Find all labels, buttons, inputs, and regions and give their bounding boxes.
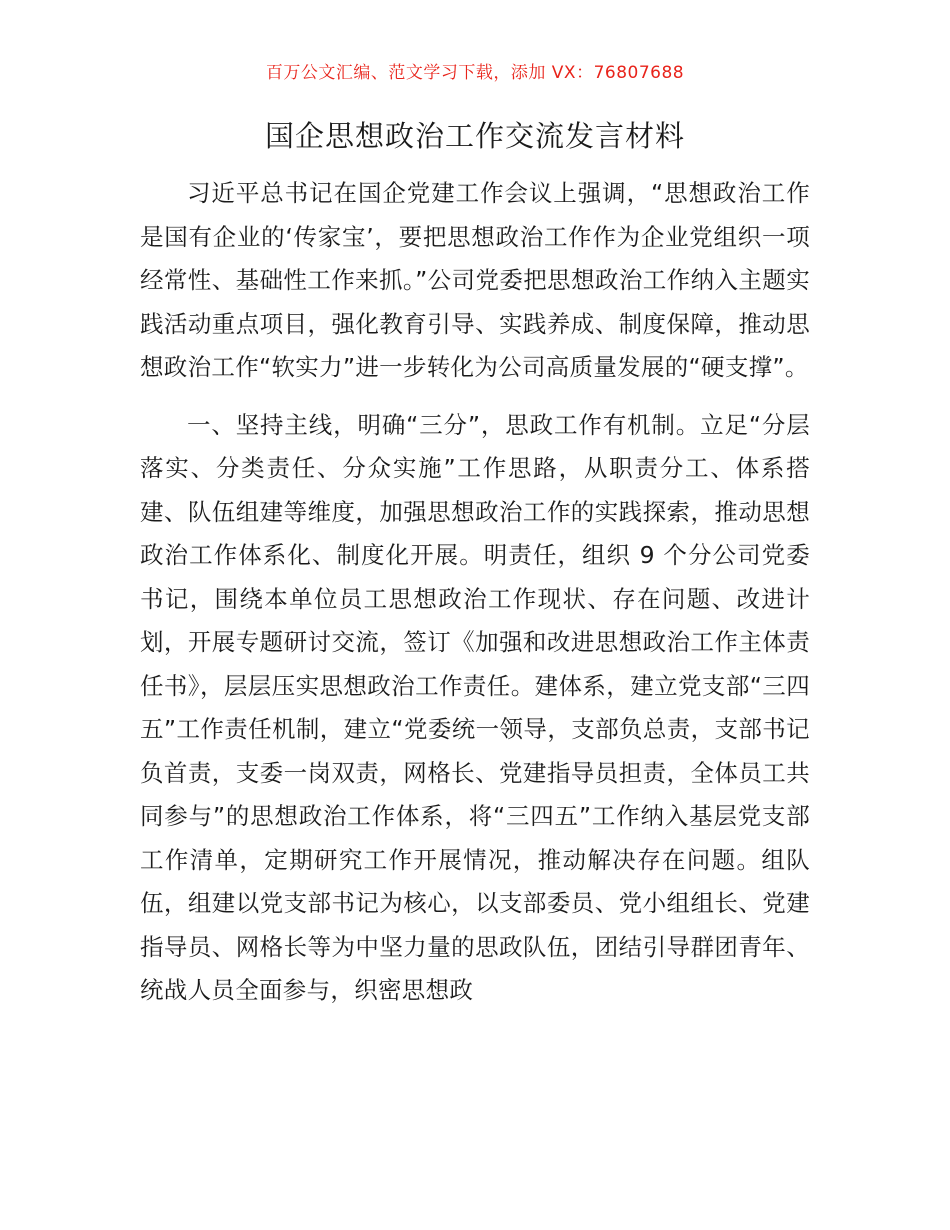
document-title: 国企思想政治工作交流发言材料 bbox=[264, 119, 685, 153]
document-body bbox=[140, 172, 810, 1013]
paragraph-intro: 习近平总书记在国企党建工作会议上强调，“思想政治工作是国有企业的‘传家宝’，要把思想政治工作作为企业党组织一项经常性、基础性工作来抓。”公司党委把思想政治工作纳入主题实践活动重点项目，强化教育引导、实践养成、制度保障，推动思想政治工作“软实力”进一步转化为公司高质量发展的“硬支撑”。 bbox=[140, 179, 810, 381]
promo-banner: 百万公文汇编、范文学习下载，添加 VX：76807688 bbox=[265, 63, 685, 83]
paragraph-section-one: 一、坚持主线，明确“三分”，思政工作有机制。立足“分层落实、分类责任、分众实施”工作思路，从职责分工、体系搭建、队伍组建等维度，加强思想政治工作的实践探索，推动思想政治工作体系化、制度化开展。明责任，组织 9 个分公司党委书记，围绕本单位员工思想政治工作现状、存在问题、改进计划，开展专题研讨交流，签订《加强和改进思想政治工作主体责任书》，层层压实思想政治工作责任。建体系，建立党支部“三四五”工作责任机制，建立“党委统一领导，支部负总责，支部书记负首责，支委一岗双责，网格长、党建指导员担责，全体员工共同参与”的思想政治工作体系，将“三四五”工作纳入基层党支部工作清单，定期研究工作开展情况，推动解决存在问题。组队伍，组建以党支部书记为核心，以支部委员、党小组组长、党建指导员、网格长等为中坚力量的思政队伍，团结引导群团青年、统战人员全面参与，织密思想政 bbox=[140, 410, 810, 1004]
